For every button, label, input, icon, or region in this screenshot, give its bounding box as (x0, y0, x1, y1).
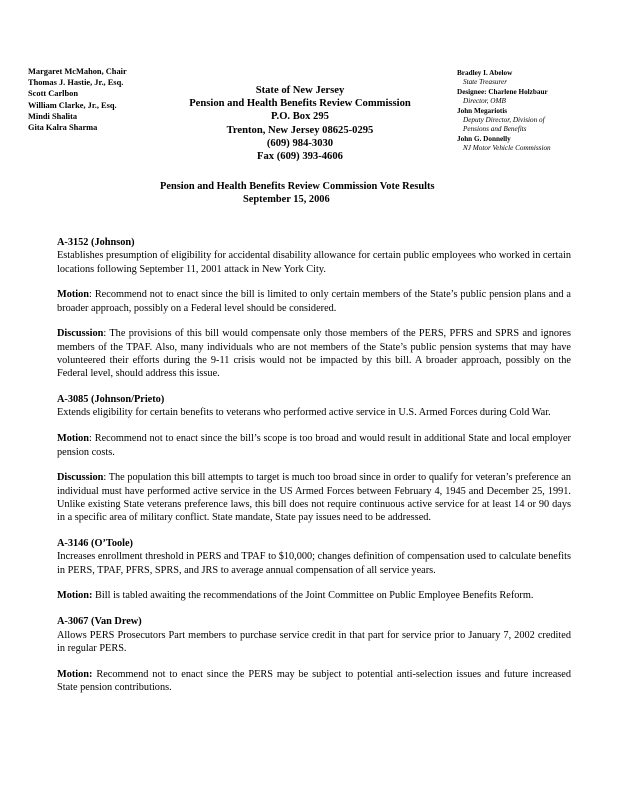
bill-description: Allows PERS Prosecutors Part members to purchase service credit in that part for service prior to January 7, 2002 credited in regular PERS. (57, 629, 571, 654)
motion-label: Motion (57, 433, 90, 445)
bill-motion (57, 432, 571, 459)
member-role: NJ Motor Vehicle Commission (463, 144, 551, 153)
bill-heading: A-3067 (Van Drew) (57, 616, 142, 628)
member-name: Margaret McMahon, Chair (28, 67, 127, 76)
vote-results-body (57, 236, 571, 707)
bill-description: Extends eligibility for certain benefits to veterans who performed active service in U.S. Armed Forces during Cold War. (57, 407, 551, 419)
letterhead-city: Trenton, New Jersey 08625-0295 (226, 124, 374, 136)
discussion-label: Discussion (57, 328, 104, 340)
motion-label: Motion (57, 289, 90, 301)
letterhead (150, 84, 450, 163)
member-name: Mindi Shalita (28, 111, 78, 121)
letterhead-phone: (609) 984-3030 (266, 137, 334, 149)
member-role: Pensions and Benefits (463, 125, 527, 134)
bill-discussion (57, 327, 571, 380)
member-name: John Megariotis (457, 106, 508, 115)
bill-heading: A-3152 (Johnson) (57, 237, 135, 248)
letterhead-fax: Fax (609) 393-4606 (257, 151, 343, 163)
bill-description: Establishes presumption of eligibility for accidental disability allowance for certain public employees who worked in certain locations following September 11, 2001 attack in New York City. (57, 250, 571, 275)
member-name: Thomas J. Hastie, Jr., Esq. (28, 78, 124, 88)
bill-a3085 (57, 393, 571, 524)
motion-label: Motion: (57, 590, 93, 602)
bill-discussion (57, 471, 571, 524)
member-role: Director, OMB (463, 97, 506, 106)
member-name: Gita Kalra Sharma (28, 123, 98, 133)
motion-text: Bill is tabled awaiting the recommendations of the Joint Committee on Public Employee Benefits Reform. (92, 590, 534, 602)
member-name: Bradley I. Abelow (457, 69, 513, 77)
bill-motion (57, 288, 571, 315)
commission-members-right (457, 69, 551, 154)
bill-heading: A-3146 (O’Toole) (57, 538, 133, 550)
bill-motion (57, 589, 571, 602)
report-title-main: Pension and Health Benefits Review Commission Vote Results (160, 181, 435, 192)
bill-a3146 (57, 537, 571, 603)
motion-label: Motion: (57, 668, 93, 680)
commission-members-left (28, 66, 127, 133)
motion-text: : Recommend not to enact since the bill’s scope is too broad and would result in additional State and local employer pension costs. (57, 433, 571, 458)
member-role: State Treasurer (463, 78, 507, 87)
bill-description: Increases enrollment threshold in PERS and TPAF to $10,000; changes definition of compensation used to calculate benefits in PERS, TPAF, PFRS, SPRS, and JRS to average annual compensation of all service years. (57, 551, 571, 576)
member-name: Scott Carlbon (28, 89, 79, 99)
bill-a3067 (57, 615, 571, 694)
member-name: Designee: Charlene Holzbaur (457, 87, 548, 96)
discussion-text: : The population this bill attempts to target is much too broad since in order to qualify for veteran’s preference an individual must have performed active service in the US Armed Forces between February 4, 1945 and December 25, 1991. Unlike existing State veterans preference laws, this bill does not require continuous active service for at least 14 or 90 days in a specific area of military conflict. State mandate, State pay issues need to be addressed. (57, 472, 571, 524)
discussion-text: : The provisions of this bill would compensate only those members of the PERS, PFRS and SPRS and ignores members of the TPAF. Also, many individuals who are not members of the State’s public pension systems that may have volunteered their efforts during the 9-11 crisis would not be impacted by this bill. A broader approach, possibly on the Federal level, should address this issue. (57, 328, 571, 380)
letterhead-commission: Pension and Health Benefits Review Commission (189, 98, 411, 110)
letterhead-po-box: P.O. Box 295 (271, 111, 329, 123)
bill-a3152 (57, 236, 571, 381)
motion-text: Recommend not to enact since the PERS may be subject to potential anti-selection issues and future increased State pension contributions. (57, 668, 571, 693)
discussion-label: Discussion (57, 472, 104, 484)
motion-text: : Recommend not to enact since the bill is limited to only certain members of the State’s public pension plans and a broader approach, possibly on a Federal level should be considered. (57, 289, 571, 314)
letterhead-state: State of New Jersey (255, 85, 345, 96)
member-role: Deputy Director, Division of (463, 116, 545, 125)
member-name: John G. Donnelly (457, 134, 511, 143)
report-date: September 15, 2006 (243, 193, 330, 205)
report-title (160, 181, 440, 206)
bill-heading: A-3085 (Johnson/Prieto) (57, 394, 165, 406)
member-name: William Clarke, Jr., Esq. (28, 100, 117, 110)
bill-motion (57, 668, 571, 695)
